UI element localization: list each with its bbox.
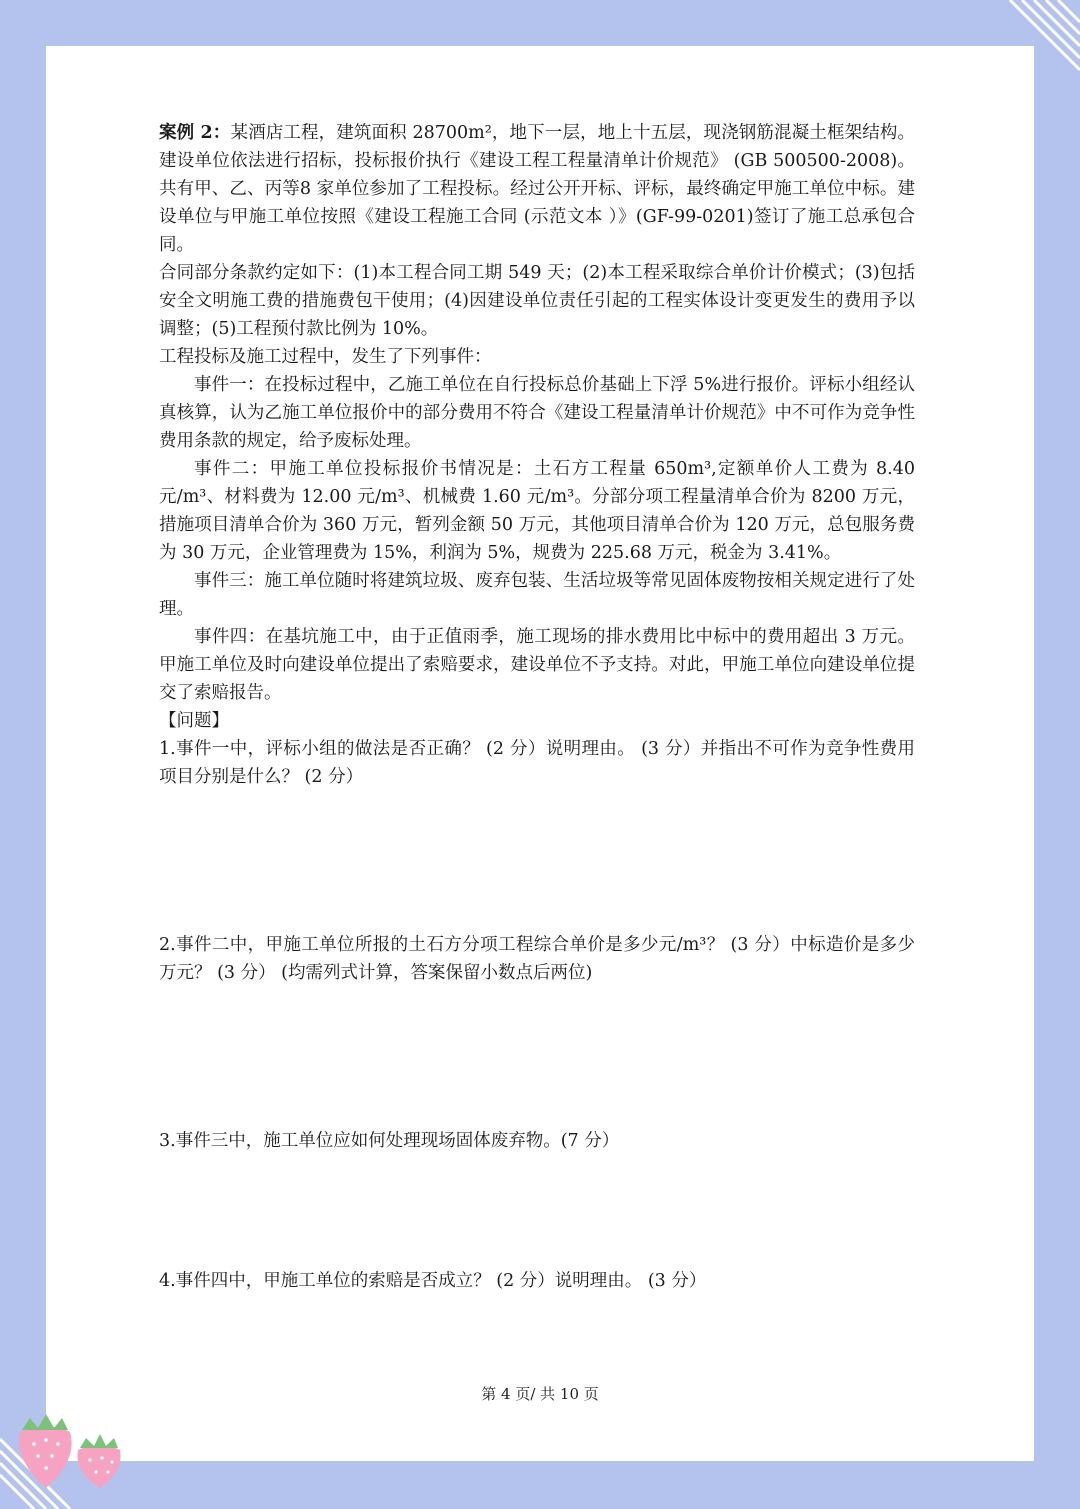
questions-heading: 【问题】 — [159, 711, 229, 731]
document-body — [159, 119, 915, 1295]
document-page — [46, 46, 1034, 1461]
question-three: 3.事件三中，施工单位应如何处理现场固体废弃物。(7 分） — [159, 1131, 620, 1151]
question-four: 4.事件四中，甲施工单位的索赔是否成立？ (2 分）说明理由。 (3 分） — [159, 1271, 707, 1291]
strawberry-decoration-icon — [8, 1410, 128, 1490]
question-two: 2.事件二中，甲施工单位所报的土石方分项工程综合单价是多少元/m³？ (3 分）中标造价是多少万元？ (3 分） (均需列式计算，答案保留小数点后两位) — [159, 935, 915, 983]
answer-space — [159, 1155, 915, 1267]
event-three-paragraph: 事件三：施工单位随时将建筑垃圾、废弃包装、生活垃圾等常见固体废物按相关规定进行了处理。 — [159, 571, 915, 619]
answer-space — [159, 987, 915, 1127]
event-one-paragraph: 事件一：在投标过程中，乙施工单位在自行投标总价基础上下浮 5%进行报价。评标小组经认真核算，认为乙施工单位报价中的部分费用不符合《建设工程量清单计价规范》中不可作为竞争性费用条款的规定，给予废标处理。 — [159, 375, 915, 451]
case-intro-paragraph — [159, 119, 915, 259]
events-intro: 工程投标及施工过程中，发生了下列事件： — [159, 347, 492, 367]
event-two-paragraph: 事件二：甲施工单位投标报价书情况是：土石方工程量 650m³,定额单价人工费为 8.40 元/m³、材料费为 12.00 元/m³、机械费 1.60 元/m³。分部分项工程量清单合价为 8200 万元，措施项目清单合价为 360 万元，暂列金额 50 万元，其他项目清单合价为 120 万元，总包服务费为 30 万元，企业管理费为 15%，利润为 5%，规费为 225.68 万元，税金为 3.41%。 — [159, 459, 915, 563]
question-one: 1.事件一中，评标小组的做法是否正确？ (2 分）说明理由。 (3 分）并指出不可作为竞争性费用项目分别是什么？ (2 分） — [159, 739, 915, 787]
event-four-paragraph: 事件四：在基坑施工中，由于正值雨季，施工现场的排水费用比中标中的费用超出 3 万元。甲施工单位及时向建设单位提出了索赔要求，建设单位不予支持。对此，甲施工单位向建设单位提交了索赔报告。 — [159, 627, 915, 703]
case-lead: 案例 2： — [159, 123, 231, 143]
page-number-footer: 第 4 页/ 共 10 页 — [481, 1385, 599, 1403]
answer-space — [159, 791, 915, 931]
contract-terms-paragraph: 合同部分条款约定如下：(1)本工程合同工期 549 天；(2)本工程采取综合单价计价模式；(3)包括安全文明施工费的措施费包干使用；(4)因建设单位责任引起的工程实体设计变更发生的费用予以调整；(5)工程预付款比例为 10%。 — [159, 263, 915, 339]
case-intro-text: 某酒店工程，建筑面积 28700m²，地下一层，地上十五层，现浇钢筋混凝土框架结构。建设单位依法进行招标，投标报价执行《建设工程工程量清单计价规范》 (GB 500500-2008)。共有甲、乙、丙等8 家单位参加了工程投标。经过公开开标、评标，最终确定甲施工单位中标。建设单位与甲施工单位按照《建设工程施工合同 (示范文本 ）》(GF-99-0201)签订了施工总承包合同。 — [159, 123, 915, 255]
